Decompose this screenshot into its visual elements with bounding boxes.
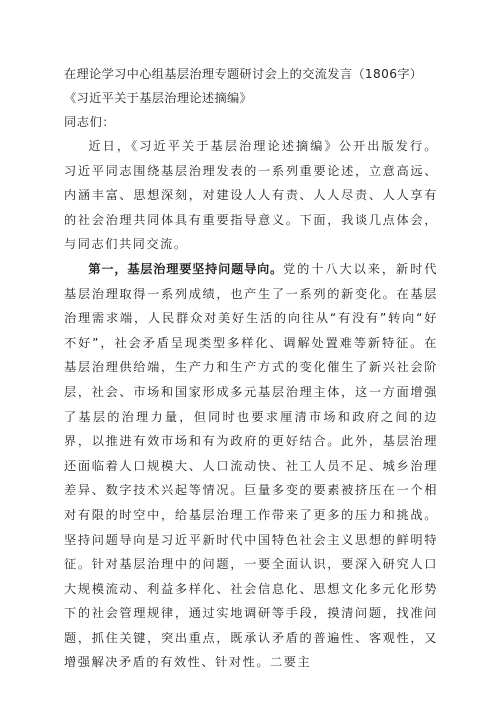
- paragraph-intro-text: 近日，《习近平关于基层治理论述摘编》公开出版发行。习近平同志围绕基层治理发表的一系列重要论述，立意高远、内涵丰富、思想深刻，对建设人人有责、人人尽责、人人享有的社会治理共同体具有重要指导意义。下面，我谈几点体会，与同志们共同交流。: [64, 139, 438, 252]
- paragraph-first-point: [64, 257, 438, 675]
- document-page: [64, 62, 438, 675]
- document-title: 在理论学习中心组基层治理专题研讨会上的交流发言（1806字）《习近平关于基层治理论述摘编》: [64, 67, 423, 105]
- salutation: 同志们：: [64, 115, 116, 129]
- paragraph-intro: [64, 134, 438, 257]
- paragraph-lead-heading: 第一，基层治理要坚持问题导向。: [88, 261, 284, 276]
- paragraph-first-point-text: 党的十八大以来，新时代基层治理取得一系列成绩，也产生了一系列的新变化。在基层治理需求端，人民群众对美好生活的向往从“有没有”转向“好不好”，社会矛盾呈现类型多样化、调解处置难等新特征。在基层治理供给端，生产力和生产方式的变化催生了新兴社会阶层，社会、市场和国家形成多元基层治理主体，这一方面增强了基层的治理力量，但同时也要求厘清市场和政府之间的边界，以推进有效市场和有为政府的更好结合。此外，基层治理还面临着人口规模大、人口流动快、社工人员不足、城乡治理差异、数字技术兴起等情况。巨量多变的要素被挤压在一个相对有限的时空中，给基层治理工作带来了更多的压力和挑战。坚持问题导向是习近平新时代中国特色社会主义思想的鲜明特征。针对基层治理中的问题，一要全面认识，要深入研究人口大规模流动、利益多样化、社会信息化、思想文化多元化形势下的社会管理规律，通过实地调研等手段，摸清问题，找准问题，抓住关键，突出重点，既承认矛盾的普遍性、客观性，又增强解决矛盾的有效性、针对性。二要主: [64, 261, 438, 670]
